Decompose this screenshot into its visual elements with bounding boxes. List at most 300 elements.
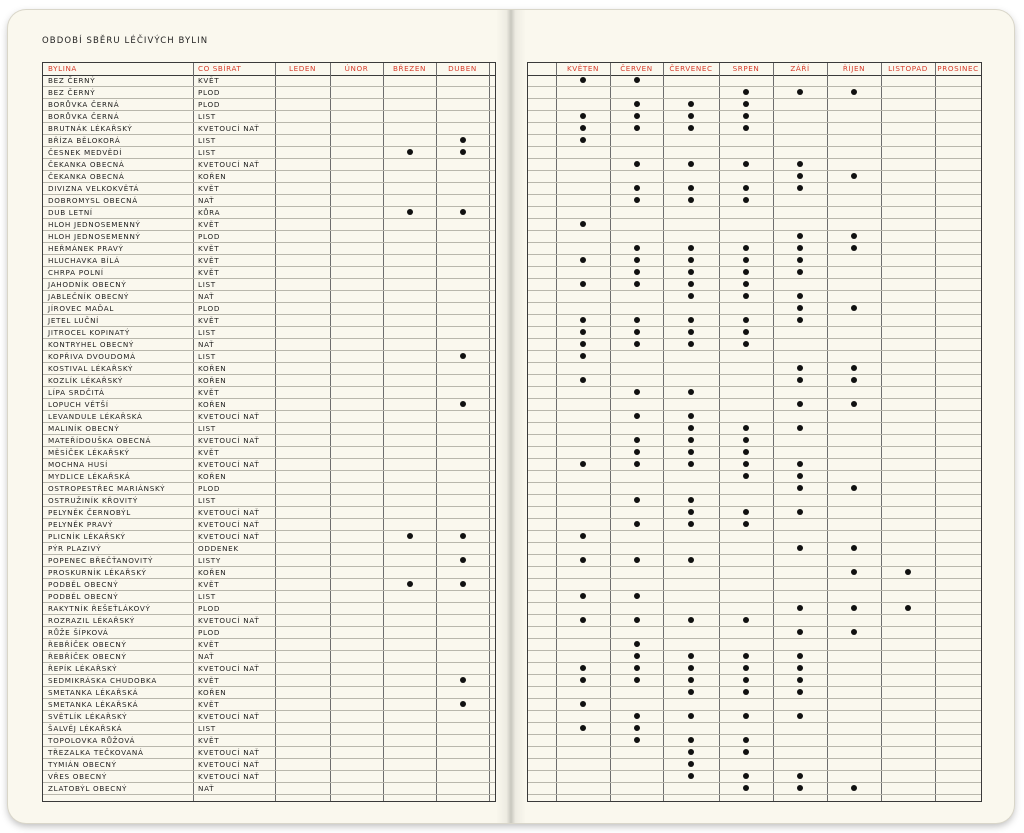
harvest-dot [580,125,586,131]
table-row [43,183,495,195]
plant-name: HLOH JEDNOSEMENNÝ [48,220,141,229]
harvest-dot [634,737,640,743]
plant-name: TŘEZALKA TEČKOVANÁ [48,748,144,757]
harvest-dot [688,113,694,119]
harvest-dot [743,185,749,191]
collect-part: KVETOUCÍ NAŤ [198,460,260,469]
harvest-dot [407,581,413,587]
plant-name: ROZRAZIL LÉKAŘSKÝ [48,616,135,625]
collect-part: KVĚT [198,220,220,229]
table-row [528,495,981,507]
collect-part: KVĚT [198,676,220,685]
table-row [528,747,981,759]
harvest-dot [634,413,640,419]
harvest-dot [797,485,803,491]
harvest-dot [688,617,694,623]
collect-part: LIST [198,496,216,505]
table-row [43,375,495,387]
plant-name: PODBĚL OBECNÝ [48,592,119,601]
collect-part: KOŘEN [198,376,227,385]
table-row [528,459,981,471]
plant-name: OSTRUŽINÍK KŘOVITÝ [48,496,138,505]
harvest-dot [797,293,803,299]
harvest-dot [743,521,749,527]
plant-name: TYMIÁN OBECNÝ [48,760,117,769]
plant-name: JITROCEL KOPINATÝ [48,328,130,337]
table-row [528,687,981,699]
harvest-dot [797,269,803,275]
collect-part: NAŤ [198,784,215,793]
table-row [528,615,981,627]
table-row [528,507,981,519]
harvest-dot [460,701,466,707]
collect-part: NAŤ [198,292,215,301]
collect-part: ODDENEK [198,544,239,553]
harvest-dot [688,185,694,191]
table-row [43,411,495,423]
harvest-dot [743,665,749,671]
plant-name: MOCHNA HUSÍ [48,460,108,469]
collect-part: PLOD [198,604,221,613]
table-row [43,87,495,99]
plant-name: KOZLÍK LÉKAŘSKÝ [48,376,123,385]
harvest-dot [580,137,586,143]
harvest-dot [743,449,749,455]
plant-name: BEZ ČERNÝ [48,76,96,85]
table-row [528,255,981,267]
collect-part: KVETOUCÍ NAŤ [198,748,260,757]
harvest-dot [797,245,803,251]
harvest-dot [407,209,413,215]
table-row [528,123,981,135]
table-row [528,399,981,411]
table-row [43,219,495,231]
collect-part: PLOD [198,232,221,241]
table-row [528,567,981,579]
plant-name: SMETANKA LÉKAŘSKÁ [48,700,139,709]
harvest-dot [634,161,640,167]
table-row [528,651,981,663]
table-row [528,351,981,363]
table-row [528,543,981,555]
table-row [528,639,981,651]
table-row [528,735,981,747]
plant-name: KOSTIVAL LÉKAŘSKÝ [48,364,134,373]
harvest-dot [580,353,586,359]
table-row [43,639,495,651]
plant-name: HEŘMÁNEK PRAVÝ [48,244,124,253]
table-row [528,711,981,723]
harvest-dot [688,425,694,431]
collect-part: KVETOUCÍ NAŤ [198,124,260,133]
harvest-dot [743,773,749,779]
plant-name: JAHODNÍK OBECNÝ [48,280,127,289]
plant-name: JABLEČNÍK OBECNÝ [48,292,130,301]
harvest-dot [851,245,857,251]
table-row [528,219,981,231]
collect-part: KVETOUCÍ NAŤ [198,520,260,529]
table-row [528,195,981,207]
table-row [43,243,495,255]
table-row [43,435,495,447]
harvest-dot [688,521,694,527]
collect-part: LIST [198,328,216,337]
collect-part: PLOD [198,484,221,493]
harvest-dot [688,497,694,503]
harvest-dot [743,257,749,263]
harvest-dot [688,125,694,131]
harvest-dot [797,689,803,695]
table-row [43,291,495,303]
collect-part: KVĚT [198,244,220,253]
harvest-dot [688,161,694,167]
harvest-dot [743,617,749,623]
harvest-dot [688,509,694,515]
harvest-dot [743,125,749,131]
collect-part: KOŘEN [198,472,227,481]
harvest-dot [634,197,640,203]
harvest-dot [688,449,694,455]
plant-name: RAKYTNÍK ŘEŠEŤLÁKOVÝ [48,604,151,613]
harvest-dot [634,593,640,599]
harvest-dot [580,113,586,119]
table-row [43,99,495,111]
collect-part: LIST [198,592,216,601]
harvest-dot [580,377,586,383]
collect-part: KVETOUCÍ NAŤ [198,616,260,625]
harvest-dot [797,629,803,635]
plant-name: MYDLICE LÉKAŘSKÁ [48,472,131,481]
harvest-dot [634,125,640,131]
collect-part: KVĚT [198,388,220,397]
harvest-dot [797,773,803,779]
collect-part: LIST [198,724,216,733]
harvest-dot [688,437,694,443]
table-row [43,615,495,627]
harvest-dot [797,305,803,311]
harvest-dot [688,101,694,107]
harvest-dot [851,401,857,407]
collect-part: KVĚT [198,256,220,265]
open-planner-book [8,10,1014,823]
table-row [43,519,495,531]
harvest-dot [797,653,803,659]
table-row [43,735,495,747]
table-row [528,327,981,339]
harvest-dot [797,233,803,239]
harvest-dot [688,665,694,671]
table-row [43,423,495,435]
table-row [528,483,981,495]
page-title: OBDOBÍ SBĚRU LÉČIVÝCH BYLIN [42,36,209,46]
table-row [43,231,495,243]
harvest-dot [580,701,586,707]
collect-part: KVETOUCÍ NAŤ [198,532,260,541]
harvest-dot [797,785,803,791]
harvest-dot [634,389,640,395]
plant-name: SVĚTLÍK LÉKAŘSKÝ [48,712,128,721]
harvest-dot [851,377,857,383]
harvest-dot [743,197,749,203]
harvest-dot [634,449,640,455]
harvest-dot [580,533,586,539]
harvest-dot [460,677,466,683]
harvest-dot [634,269,640,275]
table-row [528,159,981,171]
table-row [528,231,981,243]
plant-name: BEZ ČERNÝ [48,88,96,97]
collect-part: KVĚT [198,736,220,745]
plant-name: ČESNEK MEDVĚDÍ [48,148,123,157]
harvest-dot [743,161,749,167]
table-row [43,483,495,495]
table-row [43,75,495,87]
harvest-dot [580,281,586,287]
plant-name: ČEKANKA OBECNÁ [48,160,125,169]
harvest-dot [797,317,803,323]
header-month: ČERVENEC [669,64,713,73]
harvest-dot [407,533,413,539]
header-month: ÚNOR [344,64,369,73]
header-month: LEDEN [289,64,316,73]
harvest-dot [580,593,586,599]
harvest-dot [743,101,749,107]
collect-part: PLOD [198,88,221,97]
header-month: SRPEN [732,64,760,73]
table-row [528,99,981,111]
header-month: ZÁŘÍ [790,64,810,73]
harvest-dot [797,161,803,167]
harvest-dot [743,473,749,479]
harvest-dot [797,257,803,263]
harvest-dot [634,641,640,647]
herb-table-left-page [42,62,496,802]
collect-part: KVĚT [198,580,220,589]
harvest-dot [634,521,640,527]
harvest-dot [797,461,803,467]
harvest-dot [460,557,466,563]
harvest-dot [634,281,640,287]
harvest-dot [634,257,640,263]
table-row [43,723,495,735]
collect-part: KVĚT [198,316,220,325]
plant-name: LEVANDULE LÉKAŘSKÁ [48,412,143,421]
plant-name: ŘEBŘÍČEK OBECNÝ [48,640,127,649]
harvest-dot [743,293,749,299]
table-row [528,699,981,711]
harvest-dot [460,209,466,215]
harvest-dot [743,689,749,695]
table-row [43,255,495,267]
table-row [43,147,495,159]
table-row [528,171,981,183]
harvest-dot [851,305,857,311]
harvest-dot [743,89,749,95]
table-row [43,339,495,351]
header-part: CO SBÍRAT [198,64,242,73]
harvest-dot [634,677,640,683]
harvest-dot [688,689,694,695]
table-row [43,363,495,375]
harvest-dot [634,113,640,119]
plant-name: TOPOLOVKA RŮŽOVÁ [48,736,136,745]
harvest-dot [688,737,694,743]
collect-part: KOŘEN [198,172,227,181]
table-row [528,663,981,675]
table-row [43,111,495,123]
collect-part: LIST [198,280,216,289]
harvest-dot [797,173,803,179]
harvest-dot [580,461,586,467]
harvest-dot [460,149,466,155]
table-row [43,279,495,291]
table-row [43,711,495,723]
plant-name: MALINÍK OBECNÝ [48,424,120,433]
harvest-dot [743,713,749,719]
harvest-dot [743,329,749,335]
harvest-dot [743,737,749,743]
table-row [43,495,495,507]
collect-part: KOŘEN [198,364,227,373]
harvest-dot [797,713,803,719]
table-row [528,279,981,291]
table-row [528,243,981,255]
harvest-dot [743,317,749,323]
table-row [528,75,981,87]
plant-name: DUB LETNÍ [48,208,93,217]
table-row [43,459,495,471]
table-row [528,531,981,543]
harvest-dot [634,725,640,731]
header-month: ČERVEN [620,64,653,73]
plant-name: ČEKANKA OBECNÁ [48,172,125,181]
plant-name: JETEL LUČNÍ [48,316,100,325]
table-row [43,171,495,183]
harvest-dot [688,773,694,779]
table-row [43,123,495,135]
harvest-dot [688,389,694,395]
harvest-dot [580,221,586,227]
harvest-dot [688,281,694,287]
collect-part: LIST [198,136,216,145]
table-row [528,375,981,387]
table-row [528,675,981,687]
harvest-dot [851,785,857,791]
harvest-dot [634,557,640,563]
table-row [528,303,981,315]
harvest-dot [743,245,749,251]
table-row [43,471,495,483]
header-month: KVĚTEN [566,64,600,73]
plant-name: ŠALVĚJ LÉKAŘSKÁ [48,724,123,733]
plant-name: RŮŽE ŠÍPKOVÁ [48,628,109,637]
plant-name: BORŮVKA ČERNÁ [48,100,120,109]
collect-part: NAŤ [198,340,215,349]
table-row [528,339,981,351]
harvest-dot [743,269,749,275]
harvest-dot [580,665,586,671]
plant-name: BORŮVKA ČERNÁ [48,112,120,121]
harvest-dot [743,425,749,431]
harvest-dot [634,329,640,335]
harvest-dot [634,713,640,719]
harvest-dot [688,713,694,719]
table-row [43,579,495,591]
table-row [43,567,495,579]
collect-part: KVĚT [198,640,220,649]
plant-name: KOPŘIVA DVOUDOMÁ [48,352,136,361]
harvest-dot [688,749,694,755]
collect-part: LISTY [198,556,221,565]
harvest-dot [688,761,694,767]
plant-name: ŘEPÍK LÉKAŘSKÝ [48,664,118,673]
collect-part: KVETOUCÍ NAŤ [198,760,260,769]
harvest-dot [580,257,586,263]
harvest-dot [797,677,803,683]
harvest-dot [797,545,803,551]
harvest-dot [688,329,694,335]
table-row [43,747,495,759]
table-row [528,435,981,447]
harvest-dot [797,401,803,407]
harvest-dot [797,377,803,383]
table-row [43,507,495,519]
harvest-dot [460,137,466,143]
plant-name: PLICNÍK LÉKAŘSKÝ [48,532,126,541]
collect-part: KŮRA [198,208,221,217]
harvest-dot [580,329,586,335]
harvest-dot [580,617,586,623]
harvest-dot [743,281,749,287]
table-row [43,699,495,711]
harvest-dot [797,509,803,515]
plant-name: DIVIZNA VELKOKVĚTÁ [48,184,140,193]
collect-part: KVETOUCÍ NAŤ [198,664,260,673]
harvest-dot [797,473,803,479]
harvest-dot [688,557,694,563]
plant-name: ŘEBŘÍČEK OBECNÝ [48,652,127,661]
table-row [43,759,495,771]
harvest-dot [634,497,640,503]
plant-name: SMETANKA LÉKAŘSKÁ [48,688,139,697]
table-row [528,723,981,735]
plant-name: MĚSÍČEK LÉKAŘSKÝ [48,448,130,457]
table-row [528,627,981,639]
table-row [43,675,495,687]
harvest-dot [688,413,694,419]
table-row [528,315,981,327]
harvest-dot [797,185,803,191]
harvest-dot [580,317,586,323]
plant-name: POPENEC BŘEČŤANOVITÝ [48,556,154,565]
harvest-dot [580,725,586,731]
harvest-dot [460,533,466,539]
table-row [43,687,495,699]
harvest-dot [580,341,586,347]
plant-name: LÍPA SRDČITÁ [48,388,105,397]
plant-name: KONTRYHEL OBECNÝ [48,340,135,349]
harvest-dot [580,77,586,83]
table-row [43,195,495,207]
header-plant: BYLINA [48,64,77,73]
collect-part: KVĚT [198,700,220,709]
harvest-dot [743,113,749,119]
table-row [43,663,495,675]
harvest-dot [851,485,857,491]
table-row [43,303,495,315]
table-row [43,783,495,795]
collect-part: LIST [198,352,216,361]
